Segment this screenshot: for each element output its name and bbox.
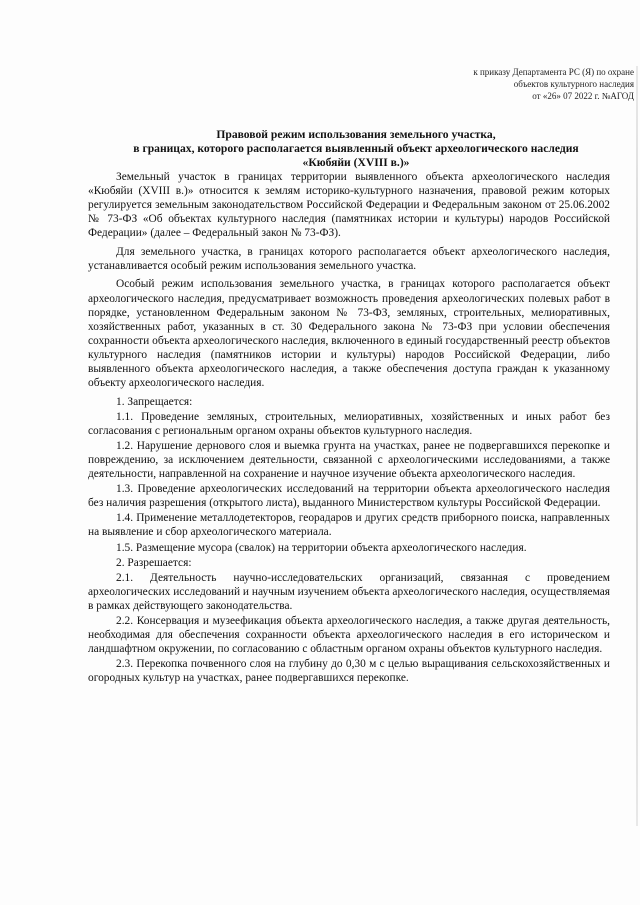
document-title	[96, 128, 616, 170]
allowed-heading: 2. Разрешается:	[116, 556, 192, 569]
document-body	[88, 170, 610, 686]
paragraph-special-regime: Для земельного участка, в границах которого располагается объект археологического наследия, устанавливается особый режим использования земельного участка.	[88, 245, 610, 272]
prohibited-item: 1.3. Проведение археологических исследований на территории объекта археологического наследия без наличия разрешения (открытого листа), выданного Министерством культуры Российской Федерации.	[88, 483, 610, 510]
allowed-item: 2.1. Деятельность научно-исследовательских организаций, связанная с проведением археологических исследований и научным изучением объекта археологического наследия, осуществляемая в рамках действующего законодательства.	[88, 571, 610, 612]
header-line-2: объектов культурного наследия	[513, 79, 634, 89]
allowed-item: 2.2. Консервация и музеефикация объекта археологического наследия, а также другая деятельность, необходимая для обеспечения сохранности объекта археологического наследия в его историческом и ландшафтном окружении, по согласованию с областным органом охраны объектов культурного наследия.	[88, 614, 610, 656]
appendix-header	[384, 66, 634, 102]
title-line-2: в границах, которого располагается выявленный объект археологического наследия	[133, 142, 579, 155]
prohibited-heading: 1. Запрещается:	[116, 395, 193, 408]
header-line-1: к приказу Департамента РС (Я) по охране	[473, 67, 634, 77]
title-line-3: «Кюбяйи (XVIII в.)»	[302, 156, 410, 169]
prohibited-item: 1.4. Применение металлодетекторов, георадаров и других средств приборного поиска, направленных на выявление и сбор археологического материала.	[88, 512, 610, 539]
paragraph-regime-details: Особый режим использования земельного участка, в границах которого располагается объект археологического наследия, предусматривает возможность проведения археологических полевых работ в порядке, установленном Федеральным законом № 73-ФЗ, земляных, строительных, мелиоративных, хозяйственных работ, указанных в ст. 30 Федерального закона № 73-ФЗ при условии обеспечения сохранности объекта археологического наследия, включенного в единый государственный реестр объектов культурного наследия (памятников истории и культуры) народов Российской Федерации, либо выявленного объекта археологического наследия, а также обеспечения доступа граждан к указанному объекту археологического наследия.	[88, 278, 610, 390]
header-line-3: от «26» 07 2022 г. №АГОД	[532, 91, 634, 101]
allowed-item: 2.3. Перекопка почвенного слоя на глубину до 0,30 м с целью выращивания сельскохозяйственных и огородных культур на участках, ранее подвергавшихся перекопке.	[88, 658, 610, 685]
prohibited-item: 1.2. Нарушение дернового слоя и выемка грунта на участках, ранее не подвергавшихся перекопке и повреждению, за исключением деятельности, связанной с археологическими исследованиями, а также деятельности, направленной на сохранение и научное изучение объекта археологического наследия.	[88, 439, 610, 481]
scan-edge	[636, 66, 638, 826]
prohibited-item: 1.1. Проведение земляных, строительных, мелиоративных, хозяйственных и иных работ без согласования с региональным органом охраны объектов культурного наследия.	[88, 410, 610, 437]
prohibited-item: 1.5. Размещение мусора (свалок) на территории объекта археологического наследия.	[116, 541, 527, 554]
title-line-1: Правовой режим использования земельного участка,	[216, 128, 496, 141]
paragraph-intro: Земельный участок в границах территории выявленного объекта археологического наследия «Кюбяйи (XVIII в.)» относится к землям историко-культурного назначения, правовой режим которых регулируется земельным законодательством Российской Федерации и Федеральным законом от 25.06.2002 № 73-ФЗ «Об объектах культурного наследия (памятниках истории и культуры) народов Российской Федерации» (далее – Федеральный закон № 73-ФЗ).	[88, 171, 610, 240]
